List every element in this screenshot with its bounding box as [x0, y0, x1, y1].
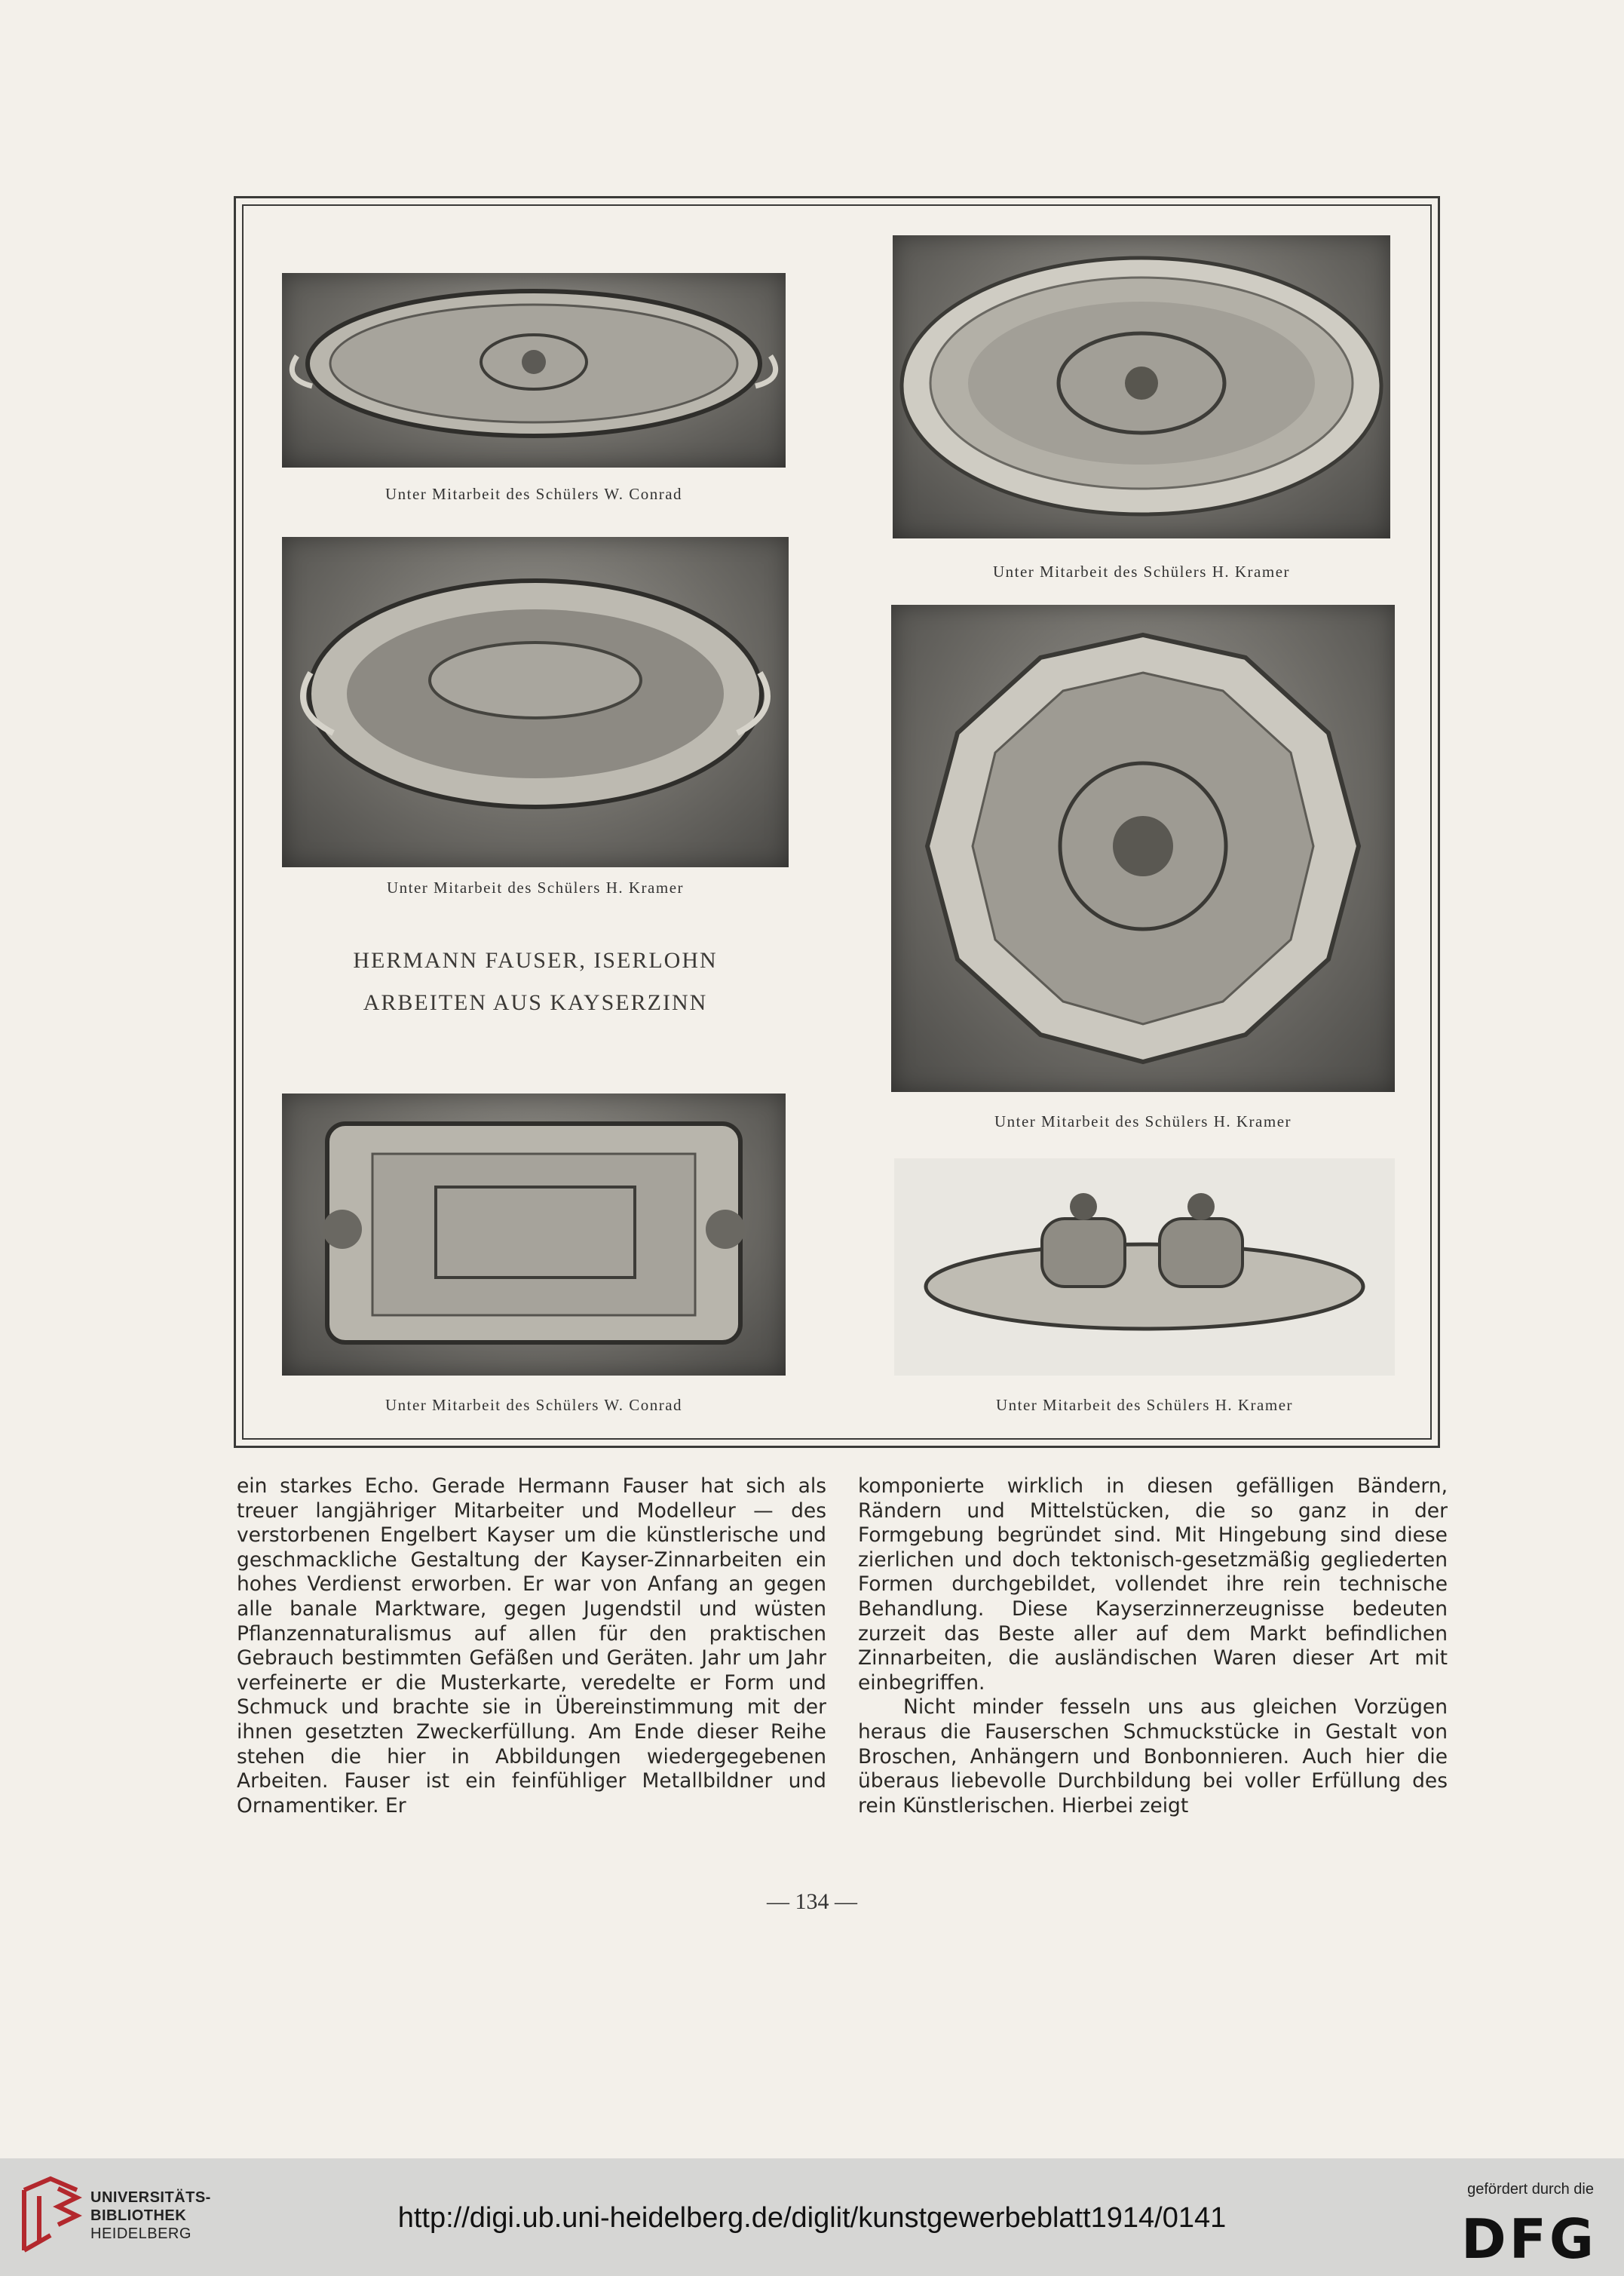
paragraph-right-1: komponierte wirklich in diesen gefälligen Bändern, Rändern und Mittelstücken, die so ganz in der Formgebung begründet sind. Mit Hingebung sind diese zierlichen und doch tektonisch-gesetzmäßig gegliederten Formen durchgebildet, vollendet ihre rein technische Behandlung. Diese Kayserzinnerzeugnisse bedeuten zurzeit das Beste aller auf dem Markt befindlichen Zinnarbeiten, die ausländischen Waren dieser Art mit einbegriffen.: [858, 1474, 1448, 1695]
rectangular-tray-illustration: [282, 1094, 786, 1376]
text-column-left: [237, 1474, 826, 1912]
page-number: — 134 —: [767, 1889, 857, 1914]
inkstand-illustration: [894, 1158, 1395, 1376]
photo-inkstand: [894, 1158, 1395, 1376]
library-name-line-3: HEIDELBERG: [90, 2225, 192, 2242]
plate-title-line-1: HERMANN FAUSER, ISERLOHN: [353, 948, 718, 973]
photo-oval-bowl-handles: [282, 537, 789, 867]
photo-rectangular-tray: [282, 1094, 786, 1376]
digital-copy-url[interactable]: http://digi.ub.uni-heidelberg.de/diglit/kunstgewerbeblatt1914/0141: [397, 2202, 1227, 2234]
library-name-line-2: BIBLIOTHEK: [90, 2207, 187, 2224]
oval-bowl-illustration: [282, 537, 789, 867]
plate-title-line-2: ARBEITEN AUS KAYSERZINN: [363, 990, 708, 1015]
paragraph-left: ein starkes Echo. Gerade Hermann Fauser hat sich als treuer langjähriger Mitarbeiter und Modelleur — des verstorbenen Engelbert Kayser um die künstlerische und geschmackliche Gestaltung der Kayser-Zinnarbeiten ein hohes Verdienst erworben. Er war von Anfang an gegen alle banale Marktware, gegen Jugendstil und wüsten Pflanzennaturalismus auf allen für den praktischen Gebrauch bestimmten Gefäßen und Geräten. Jahr um Jahr verfeinerte er die Musterkarte, veredelte er Form und Schmuck und brachte sie in Übereinstimmung mit der ihnen gesetzten Zweckerfüllung. Am Ende dieser Reihe stehen die hier in Abbildungen wiedergegebenen Arbeiten. Fauser ist ein feinfühliger Metallbildner und Ornamentiker. Er: [237, 1474, 826, 1817]
dfg-logo: [1446, 2211, 1597, 2264]
photo-polygonal-bowl: [891, 605, 1395, 1092]
svg-text:DFG: DFG: [1460, 2211, 1597, 2264]
funding-label: gefördert durch die: [1467, 2181, 1594, 2198]
footer-band: [0, 2158, 1624, 2276]
paragraph-right-2: Nicht minder fesseln uns aus gleichen Vorzügen heraus die Fauserschen Schmuckstücke in Gestalt von Broschen, Anhängern und Bonbonnieren. Auch hier die überaus liebevolle Durchbildung bei voller Erfüllung des rein Künstlerischen. Hierbei zeigt: [858, 1695, 1448, 1817]
photo-oval-tray-handles: [282, 273, 786, 468]
caption-photo-1: Unter Mitarbeit des Schülers W. Conrad: [385, 485, 683, 503]
caption-photo-5: Unter Mitarbeit des Schülers W. Conrad: [385, 1396, 683, 1414]
fluted-dish-illustration: [893, 235, 1390, 538]
caption-photo-4: Unter Mitarbeit des Schülers H. Kramer: [994, 1112, 1292, 1130]
caption-photo-6: Unter Mitarbeit des Schülers H. Kramer: [995, 1396, 1294, 1414]
library-name-line-1: UNIVERSITÄTS-: [90, 2189, 211, 2206]
polygonal-bowl-illustration: [891, 605, 1395, 1092]
caption-photo-3: Unter Mitarbeit des Schülers H. Kramer: [386, 879, 685, 897]
oval-tray-illustration: [282, 273, 786, 468]
photo-fluted-oval-dish: [893, 235, 1390, 538]
caption-photo-2: Unter Mitarbeit des Schülers H. Kramer: [992, 563, 1291, 581]
text-column-right: [858, 1474, 1448, 1912]
